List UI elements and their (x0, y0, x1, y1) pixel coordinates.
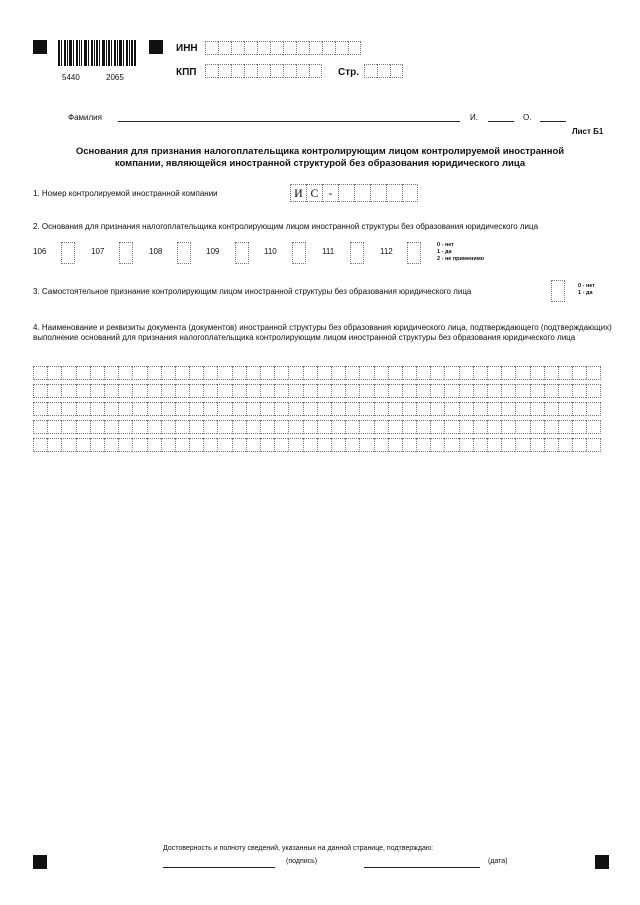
code-cell (386, 184, 402, 202)
grid-cell[interactable] (572, 420, 586, 434)
section1-label: 1. Номер контролируемой иностранной компании (33, 189, 218, 198)
grid-cell[interactable] (274, 366, 288, 380)
grid-cell[interactable] (104, 366, 118, 380)
grid-cell[interactable] (303, 384, 317, 398)
grid-cell[interactable] (189, 420, 203, 434)
grid-cell[interactable] (161, 384, 175, 398)
grid-cell[interactable] (33, 384, 47, 398)
legend-item: 1 - да (578, 290, 593, 296)
grid-cell[interactable] (459, 366, 473, 380)
inn-label: ИНН (176, 43, 198, 54)
grid-cell[interactable] (515, 438, 529, 452)
page-label: Стр. (338, 67, 360, 78)
grid-cell[interactable] (444, 402, 458, 416)
grid-cell[interactable] (444, 438, 458, 452)
grid-cell[interactable] (402, 366, 416, 380)
grid-cell[interactable] (61, 402, 75, 416)
grid-cell[interactable] (416, 384, 430, 398)
grid-cell[interactable] (76, 420, 90, 434)
legend-item: 1 - да (437, 249, 452, 255)
grid-cell[interactable] (175, 420, 189, 434)
grid-cell[interactable] (388, 384, 402, 398)
sheet-label: Лист Б1 (572, 127, 604, 136)
grid-cell[interactable] (317, 384, 331, 398)
grid-cell[interactable] (217, 384, 231, 398)
grid-cell[interactable] (104, 384, 118, 398)
grid-cell[interactable] (104, 420, 118, 434)
grid-cell[interactable] (572, 402, 586, 416)
grid-cell[interactable] (260, 384, 274, 398)
grid-cell[interactable] (33, 438, 47, 452)
grid-cell[interactable] (359, 402, 373, 416)
grid-cell[interactable] (444, 384, 458, 398)
code-109-box[interactable] (235, 242, 249, 264)
section3-legend (578, 283, 595, 297)
section4-label: 4. Наименование и реквизиты документа (документов) иностранной структуры без образования юридического лица, подтверждающего (подтверждающих) выполнение оснований для признания налогоплательщика контролирующим лицом иностранной структуры без образования юридического лица (33, 323, 612, 342)
grid-cell[interactable] (118, 438, 132, 452)
barcode-number-right: 2065 (106, 73, 124, 82)
grid-cell[interactable] (586, 366, 600, 380)
grid-cell[interactable] (331, 402, 345, 416)
grid-cell[interactable] (473, 402, 487, 416)
grid-cell[interactable] (274, 402, 288, 416)
grid-cell[interactable] (345, 402, 359, 416)
grid-cell[interactable] (246, 402, 260, 416)
grid-cell[interactable] (274, 384, 288, 398)
grid-cell[interactable] (76, 402, 90, 416)
code-cell: С (306, 184, 322, 202)
grid-cell[interactable] (501, 402, 515, 416)
grid-cell[interactable] (501, 438, 515, 452)
grid-cell[interactable] (388, 438, 402, 452)
grid-cell[interactable] (586, 420, 600, 434)
grid-cell[interactable] (530, 420, 544, 434)
grid-cell[interactable] (402, 384, 416, 398)
grid-cell[interactable] (61, 366, 75, 380)
grid-cell[interactable] (416, 366, 430, 380)
document-grid-row[interactable] (33, 420, 601, 434)
code-109-label: 109 (206, 247, 220, 256)
grid-cell[interactable] (572, 366, 586, 380)
grid-cell[interactable] (161, 420, 175, 434)
grid-cell[interactable] (487, 384, 501, 398)
grid-cell[interactable] (90, 384, 104, 398)
grid-cell[interactable] (473, 438, 487, 452)
kpp-label: КПП (176, 67, 197, 78)
grid-cell[interactable] (47, 384, 61, 398)
grid-cell[interactable] (47, 420, 61, 434)
grid-cell[interactable] (189, 438, 203, 452)
grid-cell[interactable] (232, 402, 246, 416)
grid-cell[interactable] (288, 384, 302, 398)
page-title-line-2: компании, являющейся иностранной структурой без образования юридического лица (114, 158, 526, 169)
grid-cell[interactable] (132, 438, 146, 452)
legend-item: 0 - нет (437, 242, 454, 248)
grid-cell[interactable] (288, 366, 302, 380)
grid-cell[interactable] (544, 384, 558, 398)
document-grid-row[interactable] (33, 438, 601, 452)
grid-cell[interactable] (586, 384, 600, 398)
grid-cell[interactable] (345, 420, 359, 434)
grid-cell[interactable] (558, 438, 572, 452)
grid-cell[interactable] (359, 384, 373, 398)
self-recognition-box[interactable] (551, 280, 565, 302)
grid-cell[interactable] (90, 366, 104, 380)
grid-cell[interactable] (61, 438, 75, 452)
grid-cell[interactable] (303, 420, 317, 434)
grid-cell[interactable] (161, 366, 175, 380)
grid-cell[interactable] (76, 384, 90, 398)
grid-cell[interactable] (175, 438, 189, 452)
grid-cell[interactable] (118, 384, 132, 398)
grid-cell[interactable] (388, 366, 402, 380)
section2-label: 2. Основания для признания налогоплательщика контролирующим лицом иностранной структуры без образования юридического лица (33, 222, 539, 231)
grid-cell[interactable] (90, 420, 104, 434)
grid-cell[interactable] (558, 420, 572, 434)
grid-cell[interactable] (175, 366, 189, 380)
grid-cell[interactable] (61, 384, 75, 398)
initial-i-label: И. (470, 113, 478, 122)
grid-cell[interactable] (487, 438, 501, 452)
grid-cell[interactable] (374, 384, 388, 398)
initial-o-line[interactable] (540, 121, 566, 122)
grid-cell[interactable] (147, 402, 161, 416)
grid-cell[interactable] (345, 366, 359, 380)
legend-item: 0 - нет (578, 283, 595, 289)
grid-cell[interactable] (288, 438, 302, 452)
legend-item: 2 - не применимо (437, 256, 485, 262)
barcode-number-left: 5440 (62, 73, 80, 82)
company-number-field[interactable] (290, 184, 418, 202)
grid-cell[interactable] (132, 420, 146, 434)
grid-cell[interactable] (175, 384, 189, 398)
grid-cell[interactable] (331, 420, 345, 434)
grid-cell[interactable] (501, 384, 515, 398)
code-cell (338, 184, 354, 202)
grid-cell[interactable] (118, 402, 132, 416)
grid-cell[interactable] (161, 438, 175, 452)
grid-cell[interactable] (487, 366, 501, 380)
grid-cell[interactable] (359, 420, 373, 434)
grid-cell[interactable] (232, 438, 246, 452)
grid-cell[interactable] (161, 402, 175, 416)
barcode-icon (58, 40, 136, 66)
grid-cell[interactable] (189, 402, 203, 416)
grid-cell[interactable] (515, 402, 529, 416)
grid-cell[interactable] (90, 438, 104, 452)
code-cell: - (322, 184, 338, 202)
code-107-label: 107 (91, 247, 105, 256)
grid-cell[interactable] (217, 420, 231, 434)
initial-i-line[interactable] (488, 121, 514, 122)
signature-line[interactable] (163, 867, 275, 868)
grid-cell[interactable] (359, 438, 373, 452)
grid-cell[interactable] (544, 366, 558, 380)
grid-cell[interactable] (473, 420, 487, 434)
grid-cell[interactable] (203, 420, 217, 434)
grid-cell[interactable] (47, 402, 61, 416)
grid-cell[interactable] (530, 366, 544, 380)
grid-cell[interactable] (33, 420, 47, 434)
signature-label: (подпись) (286, 858, 318, 865)
grid-cell[interactable] (487, 402, 501, 416)
grid-cell[interactable] (459, 438, 473, 452)
grid-cell[interactable] (47, 438, 61, 452)
grid-cell[interactable] (246, 420, 260, 434)
grid-cell[interactable] (260, 420, 274, 434)
grid-cell[interactable] (232, 366, 246, 380)
grid-cell[interactable] (317, 402, 331, 416)
grid-cell[interactable] (586, 438, 600, 452)
grid-cell[interactable] (303, 438, 317, 452)
grid-cell[interactable] (530, 402, 544, 416)
grid-cell[interactable] (374, 438, 388, 452)
surname-line[interactable] (118, 121, 460, 122)
grid-cell[interactable] (288, 402, 302, 416)
code-cell: И (290, 184, 306, 202)
grid-cell[interactable] (586, 402, 600, 416)
grid-cell[interactable] (232, 420, 246, 434)
code-111-box[interactable] (350, 242, 364, 264)
code-110-label: 110 (264, 247, 277, 256)
grid-cell[interactable] (572, 438, 586, 452)
code-cell (370, 184, 386, 202)
grid-cell[interactable] (147, 384, 161, 398)
grid-cell[interactable] (260, 438, 274, 452)
grid-cell[interactable] (147, 420, 161, 434)
grid-cell[interactable] (260, 402, 274, 416)
grid-cell[interactable] (572, 384, 586, 398)
grid-cell[interactable] (501, 420, 515, 434)
grid-cell[interactable] (374, 366, 388, 380)
grid-cell[interactable] (444, 366, 458, 380)
grid-cell[interactable] (515, 420, 529, 434)
grid-cell[interactable] (374, 402, 388, 416)
grid-cell[interactable] (430, 402, 444, 416)
grid-cell[interactable] (217, 402, 231, 416)
code-112-box[interactable] (407, 242, 421, 264)
kpp-field[interactable] (205, 64, 322, 78)
date-line[interactable] (364, 867, 480, 868)
grid-cell[interactable] (331, 366, 345, 380)
grid-cell[interactable] (118, 420, 132, 434)
grid-cell[interactable] (501, 366, 515, 380)
document-grid-row[interactable] (33, 366, 601, 380)
grid-cell[interactable] (246, 438, 260, 452)
grid-cell[interactable] (203, 366, 217, 380)
grid-cell[interactable] (459, 384, 473, 398)
grid-cell[interactable] (118, 366, 132, 380)
grid-cell[interactable] (331, 438, 345, 452)
grid-cell[interactable] (76, 366, 90, 380)
grid-cell[interactable] (416, 420, 430, 434)
grid-cell[interactable] (558, 402, 572, 416)
grid-cell[interactable] (303, 366, 317, 380)
grid-cell[interactable] (430, 420, 444, 434)
grid-cell[interactable] (61, 420, 75, 434)
grid-cell[interactable] (175, 402, 189, 416)
grid-cell[interactable] (558, 366, 572, 380)
grid-cell[interactable] (104, 438, 118, 452)
grid-cell[interactable] (473, 384, 487, 398)
grid-cell[interactable] (288, 420, 302, 434)
grid-cell[interactable] (416, 402, 430, 416)
grid-cell[interactable] (515, 384, 529, 398)
grid-cell[interactable] (459, 402, 473, 416)
grid-cell[interactable] (232, 384, 246, 398)
grid-cell[interactable] (317, 438, 331, 452)
grid-cell[interactable] (544, 420, 558, 434)
grid-cell[interactable] (402, 420, 416, 434)
grid-cell[interactable] (345, 384, 359, 398)
section3-label: 3. Самостоятельное признание контролирующим лицом иностранной структуры без образования юридического лица (33, 287, 472, 296)
grid-cell[interactable] (530, 384, 544, 398)
grid-cell[interactable] (544, 438, 558, 452)
grid-cell[interactable] (33, 366, 47, 380)
section2-legend (437, 242, 484, 263)
code-108-label: 108 (149, 247, 163, 256)
code-110-box[interactable] (292, 242, 306, 264)
grid-cell[interactable] (33, 402, 47, 416)
code-111-label: 111 (322, 247, 335, 256)
code-106-label: 106 (33, 247, 47, 256)
code-112-label: 112 (380, 247, 393, 256)
grid-cell[interactable] (203, 438, 217, 452)
grid-cell[interactable] (530, 438, 544, 452)
code-106-box[interactable] (61, 242, 75, 264)
grid-cell[interactable] (189, 366, 203, 380)
initial-o-label: О. (523, 113, 532, 122)
code-cell (402, 184, 418, 202)
registration-marker-bottom-left (33, 855, 47, 869)
grid-cell[interactable] (402, 438, 416, 452)
grid-cell[interactable] (374, 420, 388, 434)
grid-cell[interactable] (90, 402, 104, 416)
registration-marker-top-left (33, 40, 47, 54)
grid-cell[interactable] (132, 384, 146, 398)
code-cell (354, 184, 370, 202)
grid-cell[interactable] (459, 420, 473, 434)
grid-cell[interactable] (388, 402, 402, 416)
grid-cell[interactable] (274, 438, 288, 452)
grid-cell[interactable] (388, 420, 402, 434)
registration-marker-top-center (149, 40, 163, 54)
grid-cell[interactable] (544, 402, 558, 416)
grid-cell[interactable] (147, 438, 161, 452)
grid-cell[interactable] (132, 366, 146, 380)
grid-cell[interactable] (430, 438, 444, 452)
grid-cell[interactable] (76, 438, 90, 452)
grid-cell[interactable] (515, 366, 529, 380)
surname-label: Фамилия (68, 113, 102, 122)
date-label: (дата) (488, 858, 508, 865)
grid-cell[interactable] (203, 402, 217, 416)
page-number-field[interactable] (364, 64, 403, 78)
grid-cell[interactable] (558, 384, 572, 398)
document-grid-row[interactable] (33, 384, 601, 398)
code-108-box[interactable] (177, 242, 191, 264)
code-107-box[interactable] (119, 242, 133, 264)
page-title (40, 146, 600, 170)
grid-cell[interactable] (217, 366, 231, 380)
grid-cell[interactable] (217, 438, 231, 452)
grid-cell[interactable] (430, 366, 444, 380)
page-title-line-1: Основания для признания налогоплательщика контролирующим лицом контролируемой иностранной (75, 146, 565, 157)
grid-cell[interactable] (260, 366, 274, 380)
grid-cell[interactable] (317, 420, 331, 434)
grid-cell[interactable] (104, 402, 118, 416)
grid-cell[interactable] (132, 402, 146, 416)
grid-cell[interactable] (203, 384, 217, 398)
grid-cell[interactable] (345, 438, 359, 452)
grid-cell[interactable] (274, 420, 288, 434)
grid-cell[interactable] (303, 402, 317, 416)
grid-cell[interactable] (246, 384, 260, 398)
grid-cell[interactable] (444, 420, 458, 434)
grid-cell[interactable] (47, 366, 61, 380)
grid-cell[interactable] (473, 366, 487, 380)
grid-cell[interactable] (147, 366, 161, 380)
grid-cell[interactable] (331, 384, 345, 398)
inn-field[interactable] (205, 41, 361, 55)
grid-cell[interactable] (487, 420, 501, 434)
registration-marker-bottom-right (595, 855, 609, 869)
confirm-text: Достоверность и полноту сведений, указанных на данной странице, подтверждаю: (163, 845, 434, 852)
grid-cell[interactable] (317, 366, 331, 380)
grid-cell[interactable] (359, 366, 373, 380)
grid-cell[interactable] (430, 384, 444, 398)
document-grid-row[interactable] (33, 402, 601, 416)
grid-cell[interactable] (189, 384, 203, 398)
grid-cell[interactable] (416, 438, 430, 452)
grid-cell[interactable] (402, 402, 416, 416)
grid-cell[interactable] (246, 366, 260, 380)
